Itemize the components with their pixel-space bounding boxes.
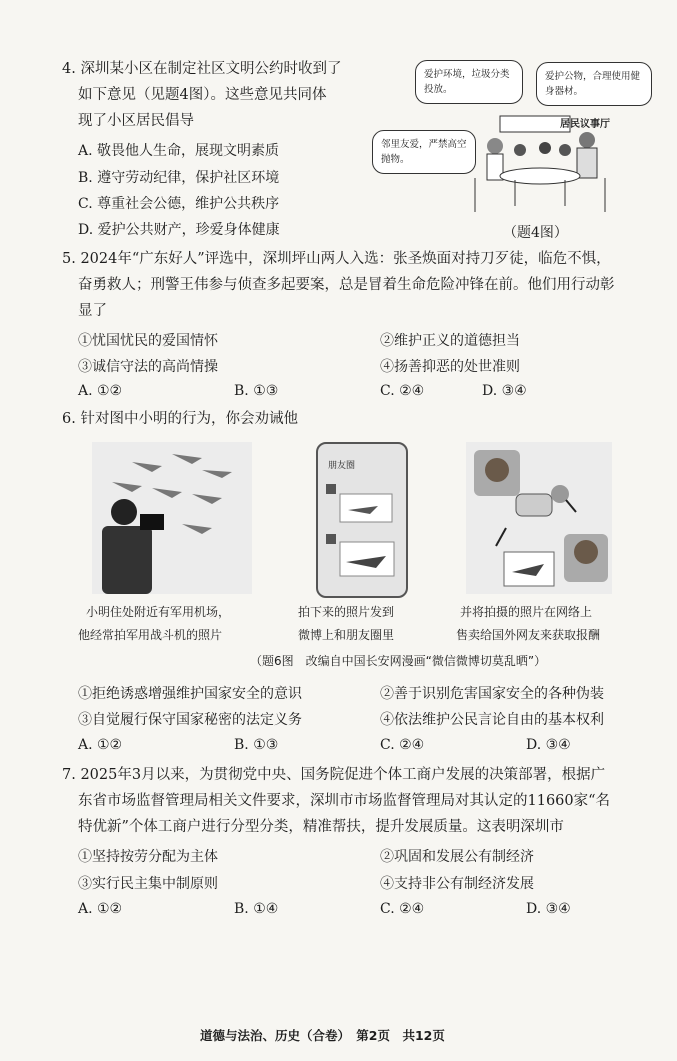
q7-choice-b: B. ①④ — [234, 901, 279, 917]
q4-line-2: 如下意见（见题4图）。这些意见共同体 — [78, 87, 327, 103]
q5-statement-2: ②维护正义的道德担当 — [380, 333, 520, 349]
q6-panel-1 — [92, 442, 252, 594]
phone-header: 朋友圈 — [328, 461, 356, 471]
q7-statement-1: ①坚持按劳分配为主体 — [78, 849, 218, 865]
q4-sign-label: 居民议事厅 — [560, 119, 610, 130]
q5-statement-4: ④扬善抑恶的处世准则 — [380, 359, 520, 375]
q6-panel-2-text-2: 微博上和朋友圈里 — [298, 628, 395, 642]
q4-speech-bubble-2: 爱护公物，合理使用健身器材。 — [536, 62, 652, 106]
q6-panel-2 — [316, 442, 408, 598]
camera-jets-illustration — [92, 442, 252, 594]
q6-choice-a: A. ①② — [78, 737, 123, 753]
q5-line-1: 5. 2024年“广东好人”评选中，深圳坪山两人入选：张圣焕面对持刀歹徒，临危不惧， — [62, 251, 611, 267]
q7-statement-4: ④支持非公有制经济发展 — [380, 876, 534, 892]
q4-figure-caption: （题4图） — [503, 225, 568, 241]
q6-statement-4: ④依法维护公民言论自由的基本权利 — [380, 712, 604, 728]
q6-panel-1-text-1: 小明住处附近有军用机场， — [86, 605, 231, 619]
q5-line-2: 奋勇救人；刑警王伟参与侦查多起要案，总是冒着生命危险冲锋在前。他们用行动彰 — [78, 277, 615, 293]
q7-choice-a: A. ①② — [78, 901, 123, 917]
q6-figure-caption: （题6图 改编自中国长安网漫画“微信微博切莫乱晒”） — [250, 654, 547, 668]
q4-option-c: C. 尊重社会公德，维护公共秩序 — [78, 196, 280, 212]
q7-line-3: 特优新”个体工商户进行分型分类，精准帮扶，提升发展质量。这表明深圳市 — [78, 819, 564, 835]
q6-statement-1: ①拒绝诱惑增强维护国家安全的意识 — [78, 686, 302, 702]
q4-option-a: A. 敬畏他人生命，展现文明素质 — [78, 143, 280, 159]
q5-choice-b: B. ①③ — [234, 383, 279, 399]
q5-choice-a: A. ①② — [78, 383, 123, 399]
q7-line-1: 7. 2025年3月以来，为贯彻党中央、国务院促进个体工商户发展的决策部署，根据广 — [62, 767, 606, 783]
q4-speech-bubble-3: 邻里友爱，严禁高空抛物。 — [372, 130, 476, 174]
q4-speech-bubble-1: 爱护环境，垃圾分类投放。 — [415, 60, 523, 104]
q6-choice-b: B. ①③ — [234, 737, 279, 753]
q7-statement-3: ③实行民主集中制原则 — [78, 876, 218, 892]
q6-panel-3 — [466, 442, 612, 594]
q7-statement-2: ②巩固和发展公有制经济 — [380, 849, 534, 865]
q6-choice-d: D. ③④ — [526, 737, 571, 753]
q4-option-d: D. 爱护公共财产，珍爱身体健康 — [78, 222, 280, 238]
phone-photos-illustration — [326, 476, 398, 588]
q4-option-b: B. 遵守劳动纪律，保护社区环境 — [78, 170, 280, 186]
selling-photos-illustration — [466, 442, 612, 594]
q6-panel-3-text-1: 并将拍摄的照片在网络上 — [460, 605, 593, 619]
q5-choice-d: D. ③④ — [482, 383, 527, 399]
q5-statement-1: ①忧国忧民的爱国情怀 — [78, 333, 218, 349]
q6-choice-c: C. ②④ — [380, 737, 425, 753]
q6-statement-2: ②善于识别危害国家安全的各种伪装 — [380, 686, 604, 702]
q6-panel-2-text-1: 拍下来的照片发到 — [298, 605, 395, 619]
q5-statement-3: ③诚信守法的高尚情操 — [78, 359, 218, 375]
page-footer: 道德与法治、历史（合卷） 第2页 共12页 — [200, 1028, 445, 1043]
q6-line-1: 6. 针对图中小明的行为，你会劝诫他 — [62, 411, 298, 427]
q7-line-2: 东省市场监督管理局相关文件要求，深圳市市场监督管理局对其认定的11660家“名 — [78, 793, 611, 809]
q7-choice-c: C. ②④ — [380, 901, 425, 917]
q4-line-1: 4. 深圳某小区在制定社区文明公约时收到了 — [62, 61, 342, 77]
q7-choice-d: D. ③④ — [526, 901, 571, 917]
q5-line-3: 显了 — [78, 303, 107, 319]
q6-panel-3-text-2: 售卖给国外网友来获取报酬 — [456, 628, 601, 642]
q6-panel-1-text-2: 他经常拍军用战斗机的照片 — [78, 628, 223, 642]
q4-line-3: 现了小区居民倡导 — [78, 113, 194, 129]
q5-choice-c: C. ②④ — [380, 383, 425, 399]
q6-statement-3: ③自觉履行保守国家秘密的法定义务 — [78, 712, 302, 728]
